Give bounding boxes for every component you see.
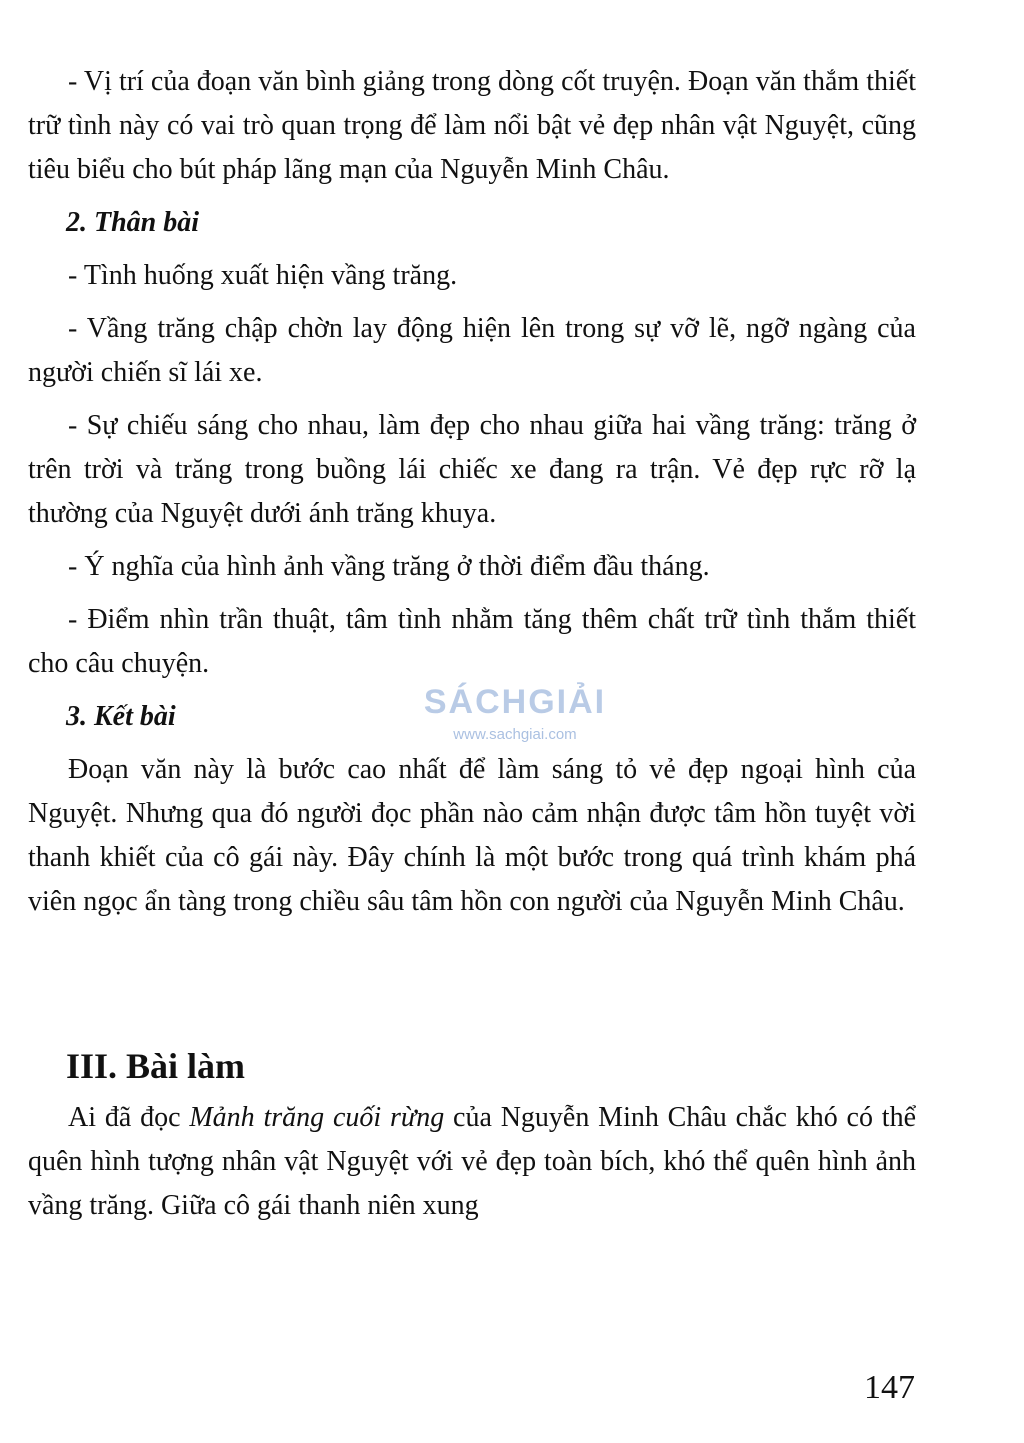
document-page	[28, 60, 916, 1237]
book-title: Mảnh trăng cuối rừng	[189, 1102, 445, 1133]
watermark-url: www.sachgiai.com	[453, 726, 577, 743]
bai-lam-text-after: của Nguyễn Minh Châu chắc khó có thể quên hình tượng nhân vật Nguyệt với vẻ đẹp toàn bích, khó thể quên hình ảnh vầng trăng. Giữa cô gái thanh niên xung	[28, 1102, 917, 1221]
bai-lam-heading: III. Bài làm	[66, 1046, 246, 1086]
list-item: - Tình huống xuất hiện vầng trăng.	[68, 260, 458, 291]
intro-paragraph: - Vị trí của đoạn văn bình giảng trong dòng cốt truyện. Đoạn văn thắm thiết trữ tình này có vai trò quan trọng để làm nổi bật vẻ đẹp nhân vật Nguyệt, cũng tiêu biểu cho bút pháp lãng mạn của Nguyễn Minh Châu.	[28, 66, 916, 185]
list-item: - Vầng trăng chập chờn lay động hiện lên trong sự vỡ lẽ, ngỡ ngàng của người chiến sĩ lái xe.	[28, 313, 916, 388]
ket-bai-heading: 3. Kết bài	[66, 701, 176, 732]
page-number: 147	[864, 1369, 915, 1406]
than-bai-heading: 2. Thân bài	[66, 207, 200, 238]
bai-lam-text-before: Ai đã đọc	[68, 1102, 190, 1133]
bai-lam-paragraph	[28, 1096, 916, 1228]
watermark-logo: SÁCHGIẢI	[423, 683, 607, 721]
than-bai-list	[28, 254, 916, 686]
list-item: - Ý nghĩa của hình ảnh vầng trăng ở thời điểm đầu tháng.	[68, 551, 710, 582]
list-item: - Điểm nhìn trần thuật, tâm tình nhằm tăng thêm chất trữ tình thắm thiết cho câu chuyện.	[28, 604, 916, 679]
list-item: - Sự chiếu sáng cho nhau, làm đẹp cho nhau giữa hai vầng trăng: trăng ở trên trời và trăng trong buồng lái chiếc xe đang ra trận. Vẻ đẹp rực rỡ lạ thường của Nguyệt dưới ánh trăng khuya.	[28, 410, 916, 529]
ket-bai-paragraph: Đoạn văn này là bước cao nhất để làm sáng tỏ vẻ đẹp ngoại hình của Nguyệt. Nhưng qua đó người đọc phần nào cảm nhận được tâm hồn tuyệt vời thanh khiết của cô gái này. Đây chính là một bước trong quá trình khám phá viên ngọc ẩn tàng trong chiều sâu tâm hồn con người của Nguyễn Minh Châu.	[28, 754, 916, 917]
